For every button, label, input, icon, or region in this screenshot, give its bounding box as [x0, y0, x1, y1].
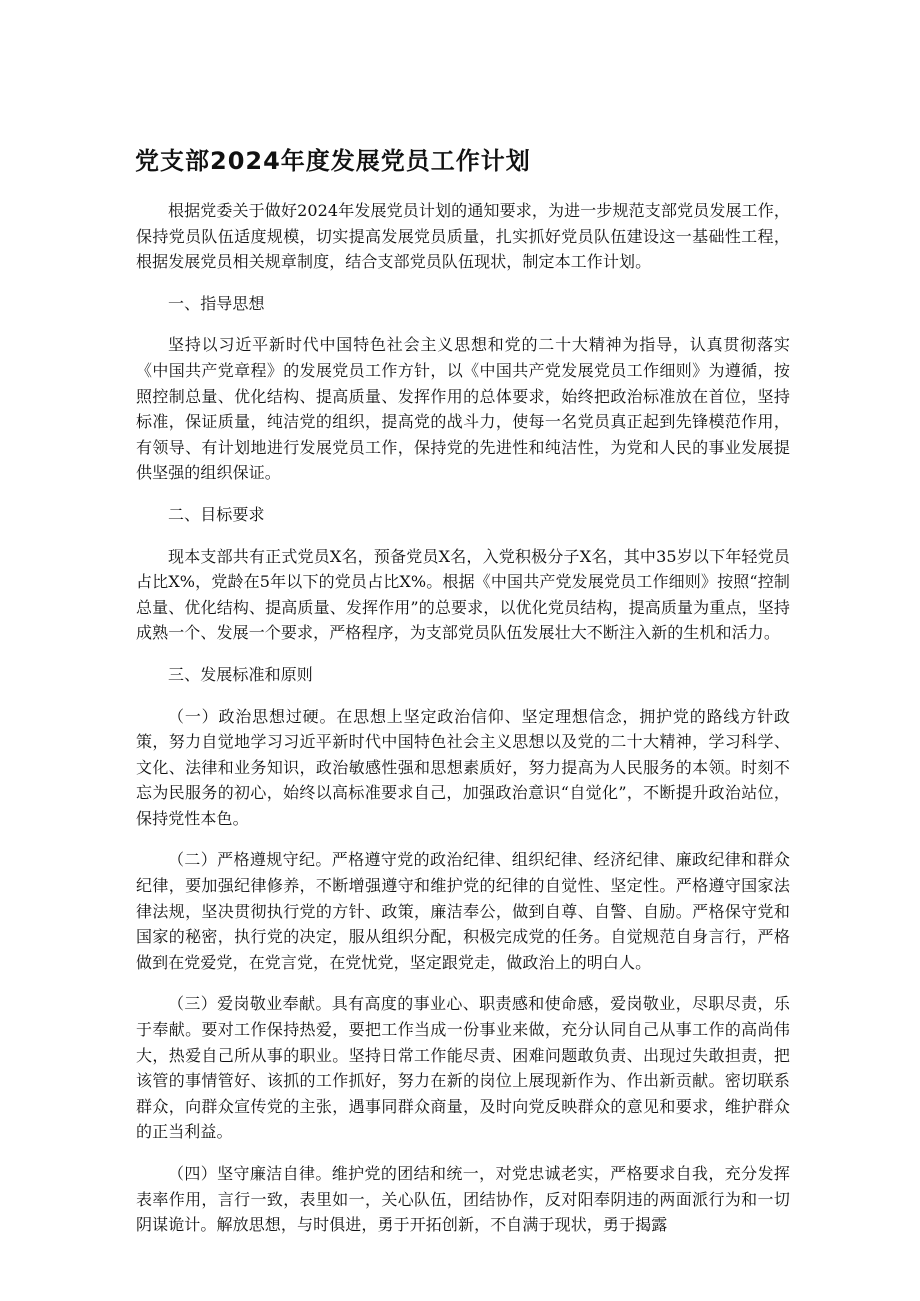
standard-paragraph-political: （一）政治思想过硬。在思想上坚定政治信仰、坚定理想信念，拥护党的路线方针政策，努力自觉地学习习近平新时代中国特色社会主义思想以及党的二十大精神，学习科学、文化、法律和业务知识，政治敏感性强和思想素质好，努力提高为人民服务的本领。时刻不忘为民服务的初心，始终以高标准要求自己，加强政治意识“自觉化”，不断提升政治站位，保持党性本色。: [136, 706, 790, 828]
standard-paragraph-integrity: （四）坚守廉洁自律。维护党的团结和统一，对党忠诚老实，严格要求自我，充分发挥表率作用，言行一致，表里如一，关心队伍，团结协作，反对阳奉阴违的两面派行为和一切阴谋诡计。解放思想，与时俱进，勇于开拓创新，不自满于现状，勇于揭露: [136, 1164, 790, 1235]
section-heading-guiding-ideology: 一、指导思想: [168, 293, 265, 313]
standard-paragraph-dedication: （三）爱岗敬业奉献。具有高度的事业心、职责感和使命感，爱岗敬业，尽职尽责，乐于奉献。要对工作保持热爱，要把工作当成一份事业来做，充分认同自己从事工作的高尚伟大，热爱自己所从事的职业。坚持日常工作能尽责、困难问题敢负责、出现过失敢担责，把该管的事情管好、该抓的工作抓好，努力在新的岗位上展现新作为、作出新贡献。密切联系群众，向群众宣传党的主张，遇事同群众商量，及时向党反映群众的意见和要求，维护群众的正当利益。: [136, 994, 790, 1142]
section-heading-goals: 二、目标要求: [168, 504, 265, 524]
intro-paragraph: 根据党委关于做好2024年发展党员计划的通知要求，为进一步规范支部党员发展工作，保持党员队伍适度规模，切实提高发展党员质量，扎实抓好党员队伍建设这一基础性工程，根据发展党员相关规章制度，结合支部党员队伍现状，制定本工作计划。: [136, 201, 790, 272]
standard-paragraph-discipline: （二）严格遵规守纪。严格遵守党的政治纪律、组织纪律、经济纪律、廉政纪律和群众纪律，要加强纪律修养，不断增强遵守和维护党的纪律的自觉性、坚定性。严格遵守国家法律法规，坚决贯彻执行党的方针、政策，廉洁奉公，做到自尊、自警、自励。严格保守党和国家的秘密，执行党的决定，服从组织分配，积极完成党的任务。自觉规范自身言行，严格做到在党爱党，在党言党，在党忧党，坚定跟党走，做政治上的明白人。: [136, 850, 790, 972]
section-heading-standards: 三、发展标准和原则: [168, 664, 313, 684]
document-body: [136, 198, 790, 1254]
goals-paragraph: 现本支部共有正式党员X名，预备党员X名，入党积极分子X名，其中35岁以下年轻党员占比X%，党龄在5年以下的党员占比X%。根据《中国共产党发展党员工作细则》按照“控制总量、优化结构、提高质量、发挥作用”的总要求，以优化党员结构，提高质量为重点，坚持成熟一个、发展一个要求，严格程序，为支部党员队伍发展壮大不断注入新的生机和活力。: [136, 546, 790, 643]
guiding-ideology-paragraph: 坚持以习近平新时代中国特色社会主义思想和党的二十大精神为指导，认真贯彻落实《中国共产党章程》的发展党员工作方针，以《中国共产党发展党员工作细则》为遵循，按照控制总量、优化结构、提高质量、发挥作用的总体要求，始终把政治标准放在首位，坚持标准，保证质量，纯洁党的组织，提高党的战斗力，使每一名党员真正起到先锋模范作用，有领导、有计划地进行发展党员工作，保持党的先进性和纯洁性，为党和人民的事业发展提供坚强的组织保证。: [136, 335, 790, 483]
document-title: 党支部2024年度发展党员工作计划: [135, 147, 531, 175]
